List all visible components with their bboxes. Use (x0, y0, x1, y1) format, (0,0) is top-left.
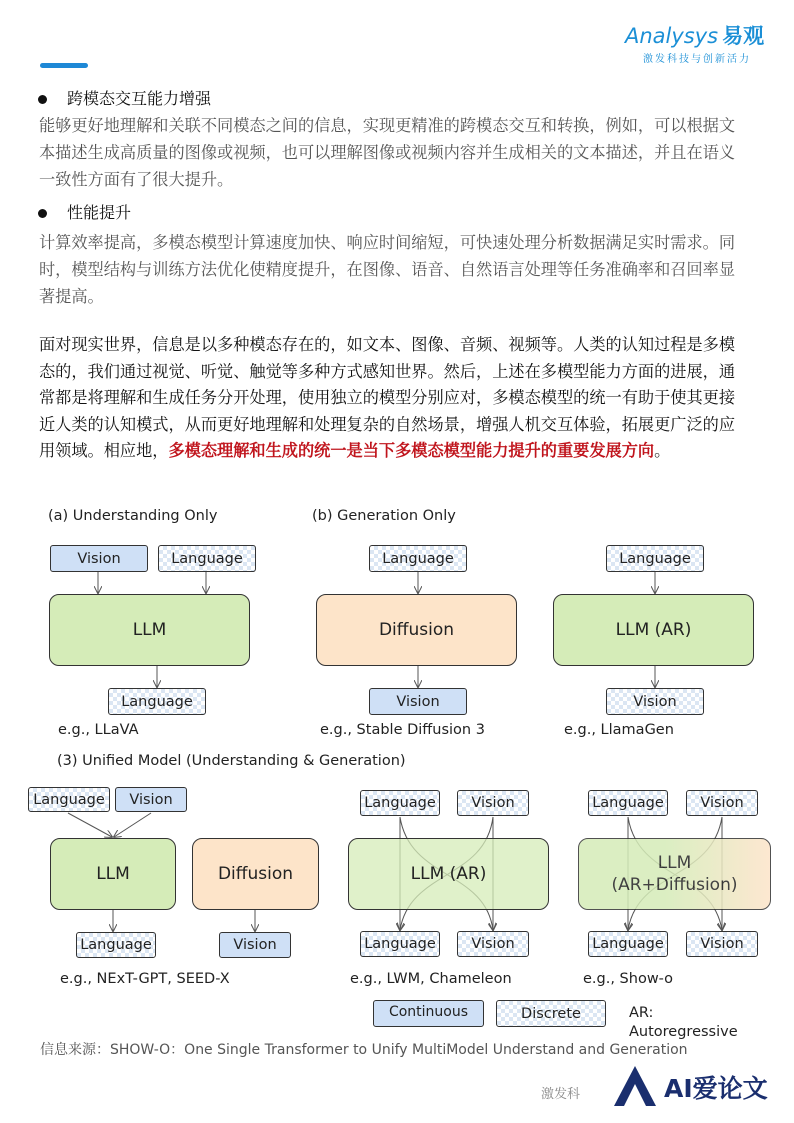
paragraph-end: 。 (654, 441, 671, 460)
legend-discrete: Discrete (496, 1000, 606, 1027)
bullet-title-2: 性能提升 (67, 203, 132, 222)
bullet-title-1: 跨模态交互能力增强 (67, 89, 212, 108)
u3-vision-token: Vision (686, 790, 758, 816)
u3-model-line2: (AR+Diffusion) (611, 875, 738, 895)
logo-slogan: 激发科技与创新活力 (643, 54, 751, 65)
u2-llm-ar-box: LLM (AR) (348, 838, 549, 910)
u3-output-vision: Vision (686, 931, 758, 957)
bullet-text-2: 计算效率提高，多模态模型计算速度加快、响应时间缩短，可快速处理分析数据满足实时需求。同时，模型结构与训练方法优化使精度提升，在图像、语音、自然语言处理等任务准确率和召回率显著提高。 (39, 233, 736, 306)
u2-output-vision: Vision (457, 931, 529, 957)
bullet-dot (38, 95, 47, 104)
b2-output-vision: Vision (606, 688, 704, 715)
u2-example: e.g., LWM, Chameleon (350, 971, 512, 987)
paragraph-highlight: 多模态理解和生成的统一是当下多模态模型能力提升的重要发展方向 (168, 441, 655, 460)
u2-output-language: Language (360, 931, 440, 957)
a-llm-box: LLM (49, 594, 250, 666)
u3-model-line1: LLM (657, 853, 692, 873)
u1-diffusion-box: Diffusion (192, 838, 319, 910)
b2-example: e.g., LlamaGen (564, 722, 674, 738)
b2-llm-ar-box: LLM (AR) (553, 594, 754, 666)
logo-cn: 易观 (722, 24, 765, 48)
u1-vision-token: Vision (115, 787, 187, 812)
footer-text: 激发科 (541, 1087, 581, 1102)
bullet-text-1: 能够更好地理解和关联不同模态之间的信息，实现更精准的跨模态交互和转换，例如，可以根据文本描述生成高质量的图像或视频，也可以理解图像或视频内容并生成相关的文本描述，并且在语义一致性方面有了很大提升。 (39, 116, 736, 189)
footer-brand: AI爱论文 (664, 1074, 768, 1103)
a-vision-token: Vision (50, 545, 148, 572)
u2-vision-token: Vision (457, 790, 529, 816)
u3-example: e.g., Show-o (583, 971, 674, 987)
u1-example: e.g., NExT-GPT, SEED-X (60, 971, 230, 987)
a-language-token: Language (158, 545, 256, 572)
logo-text: Analysys (625, 24, 719, 48)
legend-ar (629, 1004, 738, 1042)
main-paragraph (39, 332, 751, 465)
u2-language-token: Language (360, 790, 440, 816)
legend-ar-line2: Autoregressive (629, 1024, 738, 1040)
b2-language-token: Language (606, 545, 704, 572)
b1-output-vision: Vision (369, 688, 467, 715)
u3-llm-ar-diffusion-box (578, 838, 771, 910)
u3-language-token: Language (588, 790, 668, 816)
u1-language-token: Language (28, 787, 110, 812)
a-output-language: Language (108, 688, 206, 715)
b1-language-token: Language (369, 545, 467, 572)
ai-logo-icon (610, 1062, 660, 1112)
a-example: e.g., LLaVA (58, 722, 139, 738)
u1-output-language: Language (76, 932, 156, 958)
b1-diffusion-box: Diffusion (316, 594, 517, 666)
section-a-label: (a) Understanding Only (48, 508, 218, 524)
accent-bar (40, 63, 88, 68)
paragraph-plain: 面对现实世界，信息是以多种模态存在的，如文本、图像、音频、视频等。人类的认知过程是多模态的，我们通过视觉、听觉、触觉等多种方式感知世界。然后，上述在多模型能力方面的进展，通常都是将理解和生成任务分开处理，使用独立的模型分别应对，多模态模型的统一有助于使其更接近人类的认知模式，从而更好地理解和处理复杂的自然场景，增强人机交互体验，拓展更广泛的应用领域。相应地， (39, 335, 736, 460)
bullet-dot (38, 209, 47, 218)
legend-ar-line1: AR: (629, 1005, 654, 1021)
u1-llm-box: LLM (50, 838, 176, 910)
u1-output-vision: Vision (219, 932, 291, 958)
analysys-logo (625, 20, 764, 50)
legend-continuous: Continuous (373, 1000, 484, 1027)
b1-example: e.g., Stable Diffusion 3 (320, 722, 485, 738)
source-note: 信息来源：SHOW-O：One Single Transformer to Unify MultiModel Understand and Generation (40, 1042, 688, 1058)
u3-output-language: Language (588, 931, 668, 957)
bullet-heading-2 (38, 200, 131, 223)
bullet-heading-1 (38, 86, 211, 109)
section-b-label: (b) Generation Only (312, 508, 456, 524)
section-3-label: (3) Unified Model (Understanding & Generation) (57, 753, 406, 769)
